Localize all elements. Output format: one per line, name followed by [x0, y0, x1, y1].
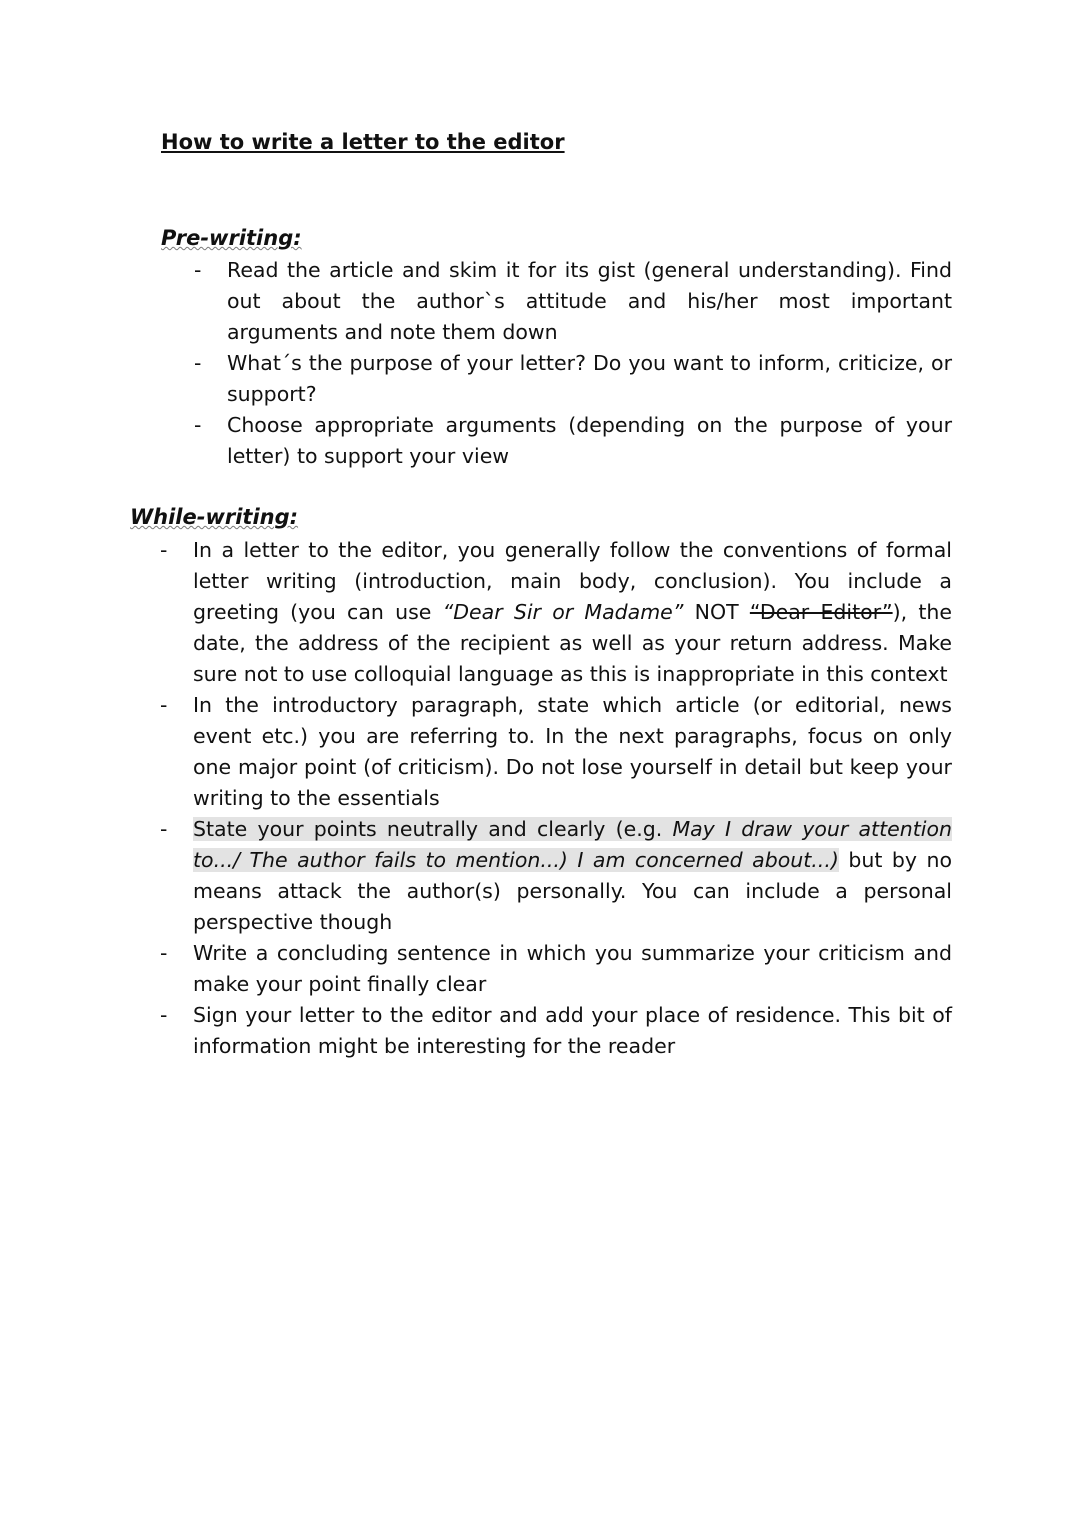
- bullet-dash: -: [194, 413, 202, 437]
- list-item: [160, 1000, 952, 1062]
- while-writing-heading: While-writing:: [130, 505, 299, 529]
- list-item: [160, 535, 952, 690]
- list-item-text: In the introductory paragraph, state which article (or editorial, news event etc.) you are referring to. In the next paragraphs, focus on only one major point (of criticism). Do not lose yourself in detail but keep your writing to the essentials: [193, 693, 952, 810]
- highlighted-example-phrases: May I draw your attention to.../ The author fails to mention...) I am concerned about...): [193, 817, 953, 872]
- document-title: How to write a letter to the editor: [161, 130, 565, 154]
- list-item-text: NOT: [683, 600, 750, 624]
- bullet-dash: -: [194, 351, 202, 375]
- list-item-text: What´s the purpose of your letter? Do you want to inform, criticize, or support?: [227, 351, 952, 406]
- list-item-text: ), the date, the address of the recipient as well as your return address. Make sure not to use colloquial language as this is inappropriate in this context: [193, 600, 952, 686]
- bullet-dash: -: [160, 693, 168, 717]
- list-item-text: Write a concluding sentence in which you summarize your criticism and make your point finally clear: [193, 941, 952, 996]
- list-item: [160, 814, 952, 938]
- list-item: [194, 255, 952, 348]
- list-item-text: In a letter to the editor, you generally follow the conventions of formal letter writing (introduction, main body, conclusion). You include a greeting (you can use: [193, 538, 952, 624]
- list-item: [160, 938, 952, 1000]
- struck-greeting: “Dear Editor”: [749, 600, 893, 624]
- pre-writing-heading: Pre-writing:: [161, 226, 302, 250]
- list-item-text: Choose appropriate arguments (depending on the purpose of your letter) to support your view: [227, 413, 952, 468]
- greeting-example: “Dear Sir or Madame”: [442, 600, 684, 624]
- bullet-dash: -: [160, 1003, 168, 1027]
- list-item-text: Read the article and skim it for its gist (general understanding). Find out about the author`s attitude and his/her most important arguments and note them down: [227, 258, 952, 344]
- list-item: [160, 690, 952, 814]
- list-item: [194, 348, 952, 410]
- while-writing-list: [160, 535, 952, 1062]
- list-item-text: Sign your letter to the editor and add your place of residence. This bit of information might be interesting for the reader: [193, 1003, 952, 1058]
- bullet-dash: -: [160, 538, 168, 562]
- list-item: [194, 410, 952, 472]
- bullet-dash: -: [160, 817, 168, 841]
- bullet-dash: -: [160, 941, 168, 965]
- highlighted-text: State your points neutrally and clearly (e.g.: [193, 817, 673, 841]
- pre-writing-list: [194, 255, 952, 472]
- bullet-dash: -: [194, 258, 202, 282]
- list-item-text: but by no means attack the author(s) personally. You can include a personal perspective though: [193, 848, 952, 934]
